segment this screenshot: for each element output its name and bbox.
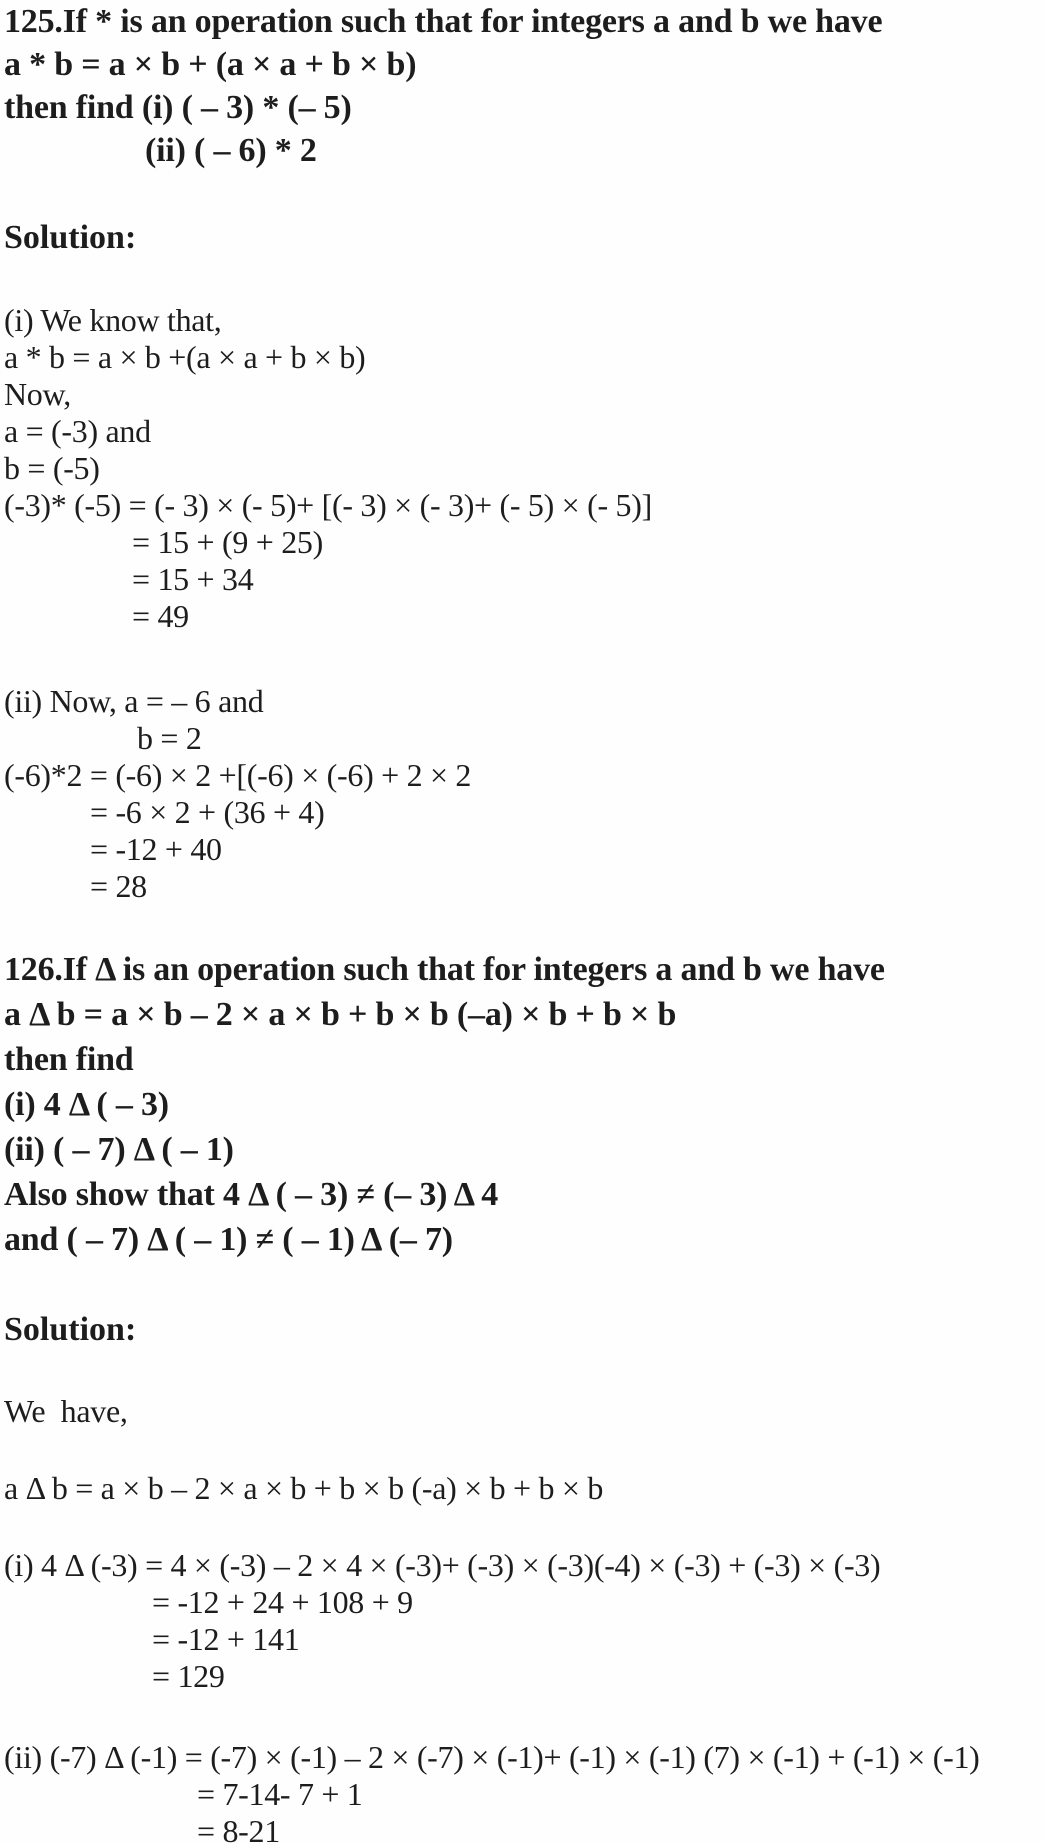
solution-step: = -12 + 141	[152, 1621, 300, 1657]
solution-intro-line: We have,	[4, 1393, 128, 1429]
solution-heading-126: Solution:	[4, 1311, 137, 1348]
solution-125-part-ii	[4, 683, 1044, 905]
solution-step: = 15 + (9 + 25)	[132, 524, 323, 560]
question-126-find-i-line: (i) 4 Δ ( – 3)	[4, 1086, 169, 1123]
solution-step: = 15 + 34	[132, 561, 254, 597]
question-126-show-line: Also show that 4 Δ ( – 3) ≠ (– 3) Δ 4	[4, 1176, 499, 1213]
solution-formula-line: a Δ b = a × b – 2 × a × b + b × b (-a) × b + b × b	[4, 1470, 604, 1506]
solution-result: = 49	[132, 598, 189, 634]
question-125-statement-line: 125.If * is an operation such that for integers a and b we have	[4, 3, 883, 40]
solution-step: = 7-14- 7 + 1	[197, 1776, 363, 1812]
solution-step: = -12 + 24 + 108 + 9	[152, 1584, 413, 1620]
solution-line: (i) We know that,	[4, 302, 222, 338]
question-126-statement-line: 126.If Δ is an operation such that for integers a and b we have	[4, 951, 885, 988]
solution-line: Now,	[4, 376, 71, 412]
solution-line: a * b = a × b +(a × a + b × b)	[4, 339, 366, 375]
solution-125-part-i	[4, 302, 1044, 635]
question-125	[4, 0, 1044, 172]
question-126-formula-line: a Δ b = a × b – 2 × a × b + b × b (–a) × b + b × b	[4, 996, 677, 1033]
question-126-find-ii-line: (ii) ( – 7) Δ ( – 1)	[4, 1131, 234, 1168]
solution-heading-125: Solution:	[4, 219, 137, 256]
solution-result: = 28	[90, 868, 147, 904]
solution-step: = 8-21	[197, 1813, 280, 1843]
question-125-find-i-line: then find (i) ( – 3) * (– 5)	[4, 89, 352, 126]
solution-line: a = (-3) and	[4, 413, 151, 449]
solution-126-part-ii	[4, 1739, 1044, 1843]
solution-expansion-line: (-3)* (-5) = (- 3) × (- 5)+ [(- 3) × (- 3)+ (- 5) × (- 5)]	[4, 487, 652, 523]
solution-step: = -6 × 2 + (36 + 4)	[90, 794, 325, 830]
question-126	[4, 947, 1044, 1262]
question-126-show-line-2: and ( – 7) Δ ( – 1) ≠ ( – 1) Δ (– 7)	[4, 1221, 453, 1258]
question-125-formula-line: a * b = a × b + (a × a + b × b)	[4, 46, 417, 83]
solution-126-part-i	[4, 1547, 1044, 1695]
question-125-find-ii-line: (ii) ( – 6) * 2	[145, 132, 317, 169]
question-126-find-line: then find	[4, 1041, 134, 1078]
solution-line: (ii) Now, a = – 6 and	[4, 683, 264, 719]
solution-expansion-line: (ii) (-7) Δ (-1) = (-7) × (-1) – 2 × (-7) × (-1)+ (-1) × (-1) (7) × (-1) + (-1) × (-1)	[4, 1739, 980, 1775]
solution-expansion-line: (-6)*2 = (-6) × 2 +[(-6) × (-6) + 2 × 2	[4, 757, 472, 793]
solution-line: b = 2	[137, 720, 202, 756]
solution-result: = 129	[152, 1658, 225, 1694]
solution-step: = -12 + 40	[90, 831, 222, 867]
solution-expansion-line: (i) 4 Δ (-3) = 4 × (-3) – 2 × 4 × (-3)+ (-3) × (-3)(-4) × (-3) + (-3) × (-3)	[4, 1547, 881, 1583]
solution-line: b = (-5)	[4, 450, 100, 486]
